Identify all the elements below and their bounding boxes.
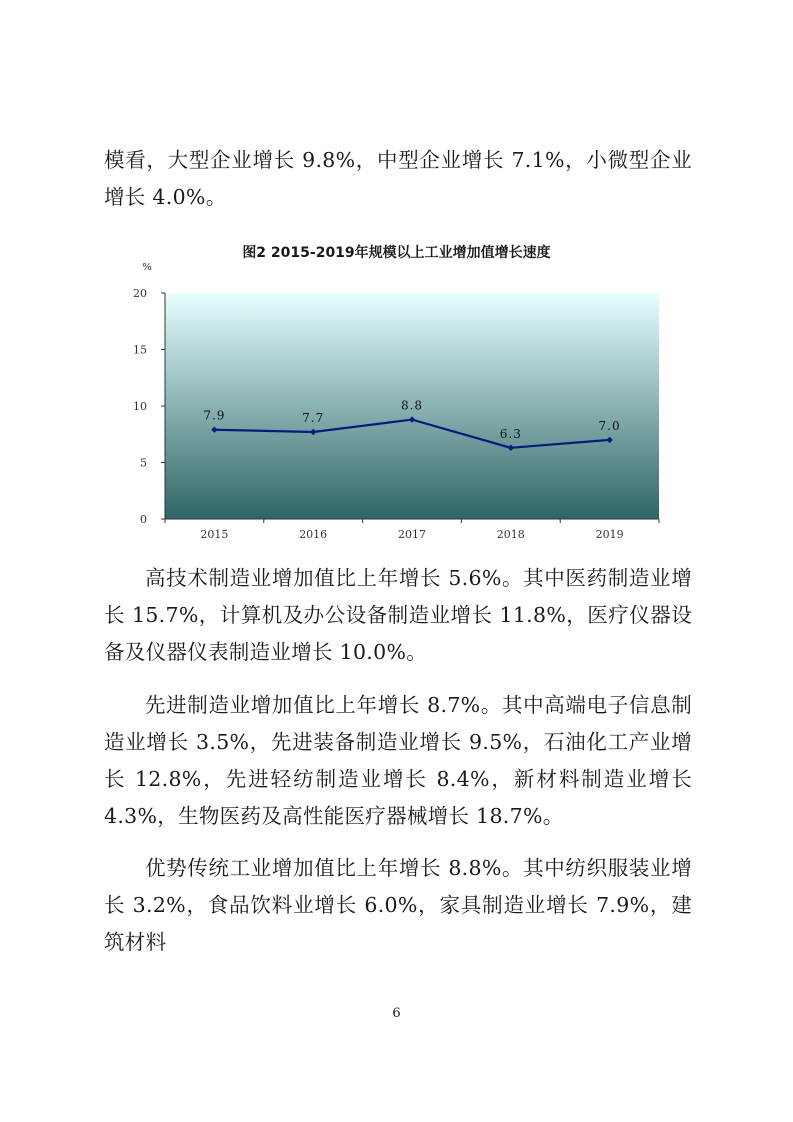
paragraph-traditional-industry: 优势传统工业增加值比上年增长 8.8%。其中纺织服装业增长 3.2%，食品饮料业增长 6.0%，家具制造业增长 7.9%，建筑材料 — [104, 856, 692, 954]
x-tick-label: 2019 — [595, 528, 624, 541]
y-tick-label: 20 — [133, 287, 147, 300]
y-axis-unit-label: % — [142, 262, 152, 273]
y-axis — [133, 287, 165, 526]
y-tick-label: 5 — [140, 456, 147, 470]
paragraph-high-tech: 高技术制造业增加值比上年增长 5.6%。其中医药制造业增长 15.7%，计算机及办公设备制造业增长 11.8%，医疗仪器设备及仪器仪表制造业增长 10.0%。 — [104, 566, 692, 664]
x-tick-label: 2016 — [299, 528, 328, 541]
x-tick-label: 2015 — [200, 528, 229, 541]
data-label: 8.8 — [400, 398, 424, 413]
data-label: 7.7 — [302, 410, 325, 425]
data-label: 7.0 — [598, 418, 621, 433]
x-axis — [165, 519, 659, 541]
paragraph-continuation: 模看，大型企业增长 9.8%，中型企业增长 7.1%，小微型企业增长 4.0%。 — [104, 148, 692, 209]
chart-title: 图2 2015-2019年规模以上工业增加值增长速度 — [242, 245, 551, 261]
x-tick-label: 2017 — [398, 528, 426, 541]
paragraph-advanced-manufacturing: 先进制造业增加值比上年增长 8.7%。其中高端电子信息制造业增长 3.5%，先进装备制造业增长 9.5%，石油化工产业增长 12.8%，先进轻纺制造业增长 8.4%，新材料制造业增长 4.3%，生物医药及高性能医疗器械增长 18.7%。 — [104, 693, 692, 828]
y-tick-label: 10 — [133, 400, 147, 413]
data-label: 6.3 — [499, 426, 522, 441]
page-number: 6 — [392, 1006, 401, 1021]
x-tick-label: 2018 — [496, 528, 525, 541]
growth-line-chart — [0, 255, 793, 555]
y-tick-label: 15 — [133, 343, 147, 357]
data-label: 7.9 — [203, 408, 226, 423]
y-tick-label: 0 — [140, 513, 147, 526]
